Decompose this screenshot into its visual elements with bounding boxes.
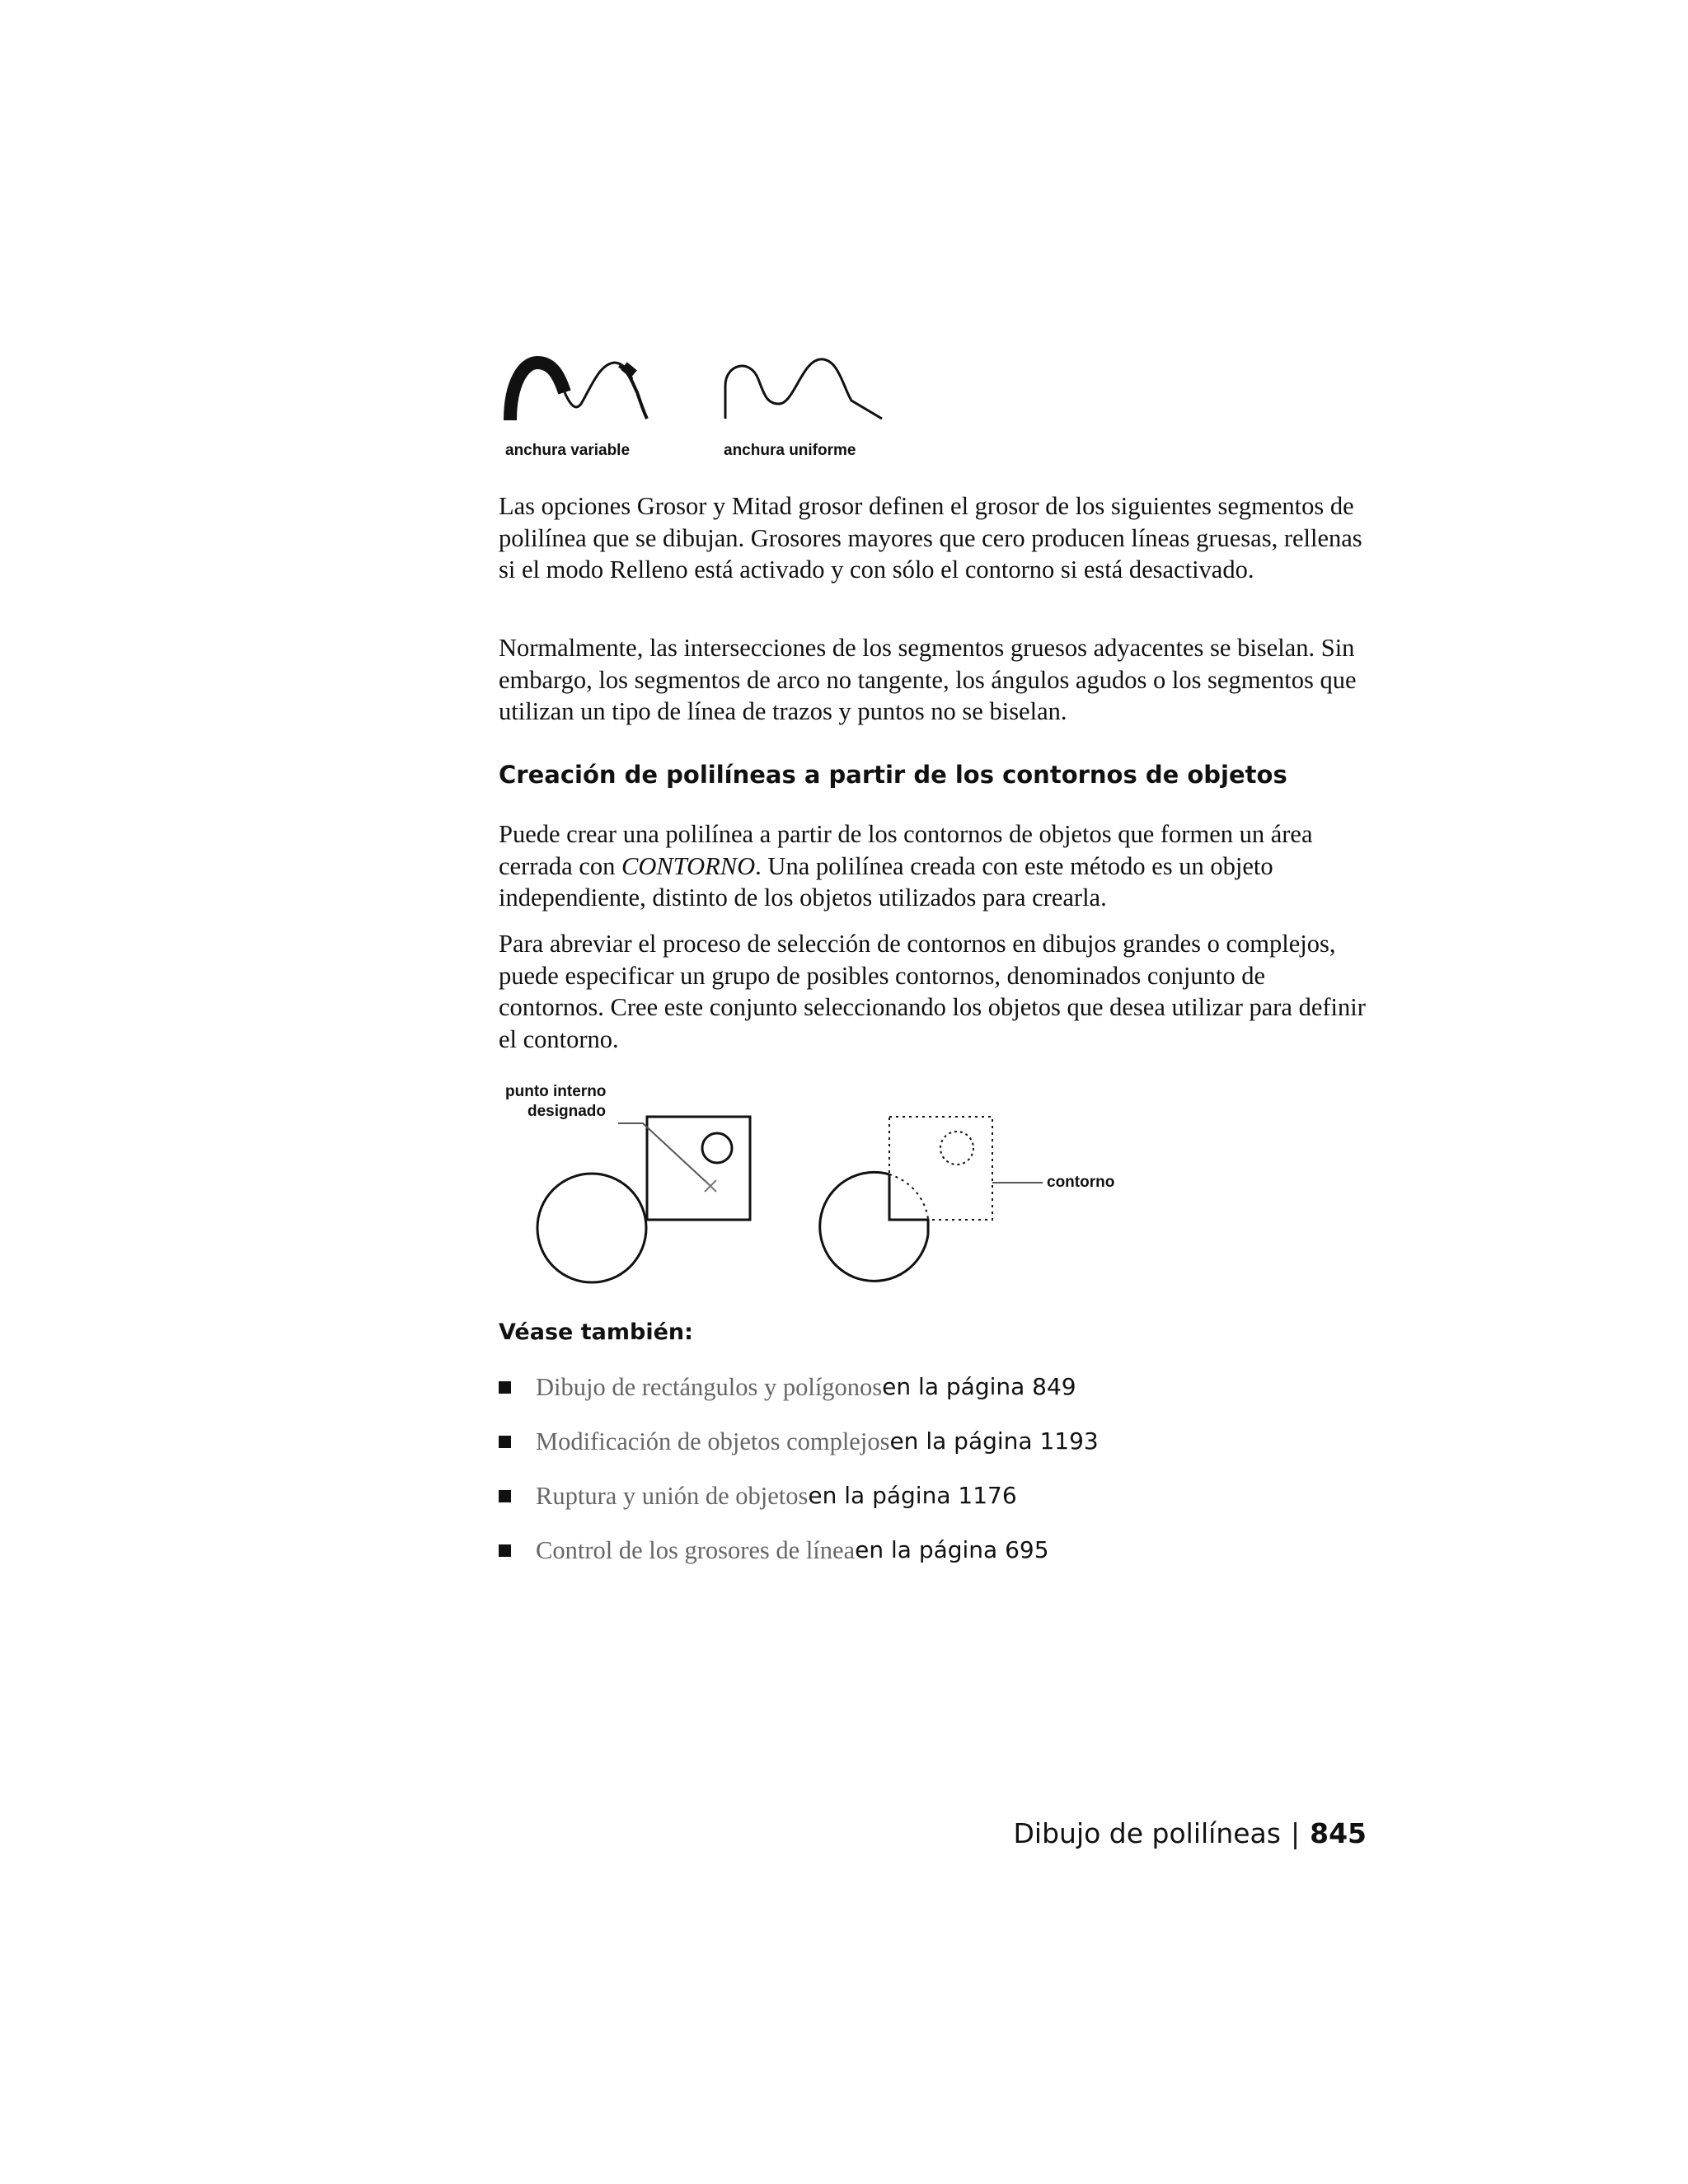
bullet-square-icon [499, 1490, 511, 1502]
square-right-dotted [889, 1117, 992, 1220]
small-circle-right-dotted [940, 1132, 973, 1165]
page-reference: en la página 1193 [889, 1427, 1099, 1455]
large-circle-left [537, 1174, 646, 1282]
uniform-width-curve [725, 359, 882, 419]
page-reference: en la página 849 [882, 1373, 1076, 1400]
page-reference: en la página 1176 [808, 1482, 1017, 1509]
label-variable-width: anchura variable [505, 442, 631, 459]
paragraph-thickness: Las opciones Grosor y Mitad grosor definen el grosor de los siguientes segmentos de polilínea que se dibujan. Grosores mayores que cero producen líneas gruesas, rellenas si el modo Relleno está activado y con sólo el contorno si está desactivado. [499, 492, 1362, 583]
boundary-arc-dotted [889, 1174, 929, 1235]
small-circle-left [702, 1133, 732, 1163]
boundary-command: CONTORNO [621, 851, 756, 880]
see-also-item [499, 1535, 1099, 1590]
boundary-arc-solid [820, 1172, 928, 1281]
label-boundary: contorno [1047, 1174, 1115, 1191]
see-also-title: Véase también: [499, 1319, 693, 1345]
section-heading: Creación de polilíneas a partir de los contornos de objetos [499, 761, 1287, 789]
see-also-item [499, 1427, 1099, 1481]
page-number: 845 [1310, 1817, 1367, 1849]
bullet-square-icon [499, 1544, 511, 1557]
bullet-square-icon [499, 1381, 511, 1394]
label-point-line1: punto interno [505, 1083, 607, 1100]
paragraph-text-after: . Una polilínea creada con este método es un objeto independiente, distinto de los objetos utilizados para crearla. [499, 851, 1273, 912]
paragraph-bevel: Normalmente, las intersecciones de los segmentos gruesos adyacentes se biselan. Sin embargo, los segmentos de arco no tangente, los ángulos agudos o los segmentos que utilizan un tipo de línea de trazos y puntos no se biselan. [499, 634, 1357, 725]
square-left [647, 1117, 750, 1220]
see-also-list [499, 1372, 1099, 1590]
variable-width-arc [510, 363, 565, 420]
pick-point-mark [705, 1180, 716, 1192]
label-point-line2: designado [528, 1103, 607, 1120]
footer-chapter-title: Dibujo de polilíneas [1013, 1817, 1281, 1849]
footer-separator: | [1290, 1817, 1301, 1849]
see-also-link-break-join[interactable]: Ruptura y unión de objetos [536, 1482, 809, 1510]
see-also-link-lineweights[interactable]: Control de los grosores de línea [536, 1536, 856, 1564]
see-also-link-complex-objects[interactable]: Modificación de objetos complejos [536, 1427, 890, 1455]
leader-line-point [618, 1123, 711, 1187]
bullet-square-icon [499, 1436, 511, 1448]
paragraph-text-before: Puede crear una polilínea a partir de los contornos de objetos que formen un área cerrada con [499, 820, 1313, 880]
boundary-corner [889, 1174, 928, 1235]
boundary-figure [499, 1080, 1125, 1294]
see-also-item [499, 1372, 1099, 1427]
page-footer [1014, 1817, 1367, 1850]
label-uniform-width: anchura uniforme [724, 442, 856, 459]
see-also-link-rectangles[interactable]: Dibujo de rectángulos y polígonos [536, 1373, 883, 1401]
see-also-item [499, 1481, 1099, 1535]
polyline-width-figure [499, 346, 894, 474]
paragraph-create-from-boundary [499, 818, 1372, 914]
paragraph-boundary-set: Para abreviar el proceso de selección de contornos en dibujos grandes o complejos, puede especificar un grupo de posibles contornos, denominados conjunto de contornos. Cree este conjunto seleccionando los objetos que desea utilizar para definir el contorno. [499, 930, 1366, 1053]
page-reference: en la página 695 [855, 1536, 1049, 1563]
